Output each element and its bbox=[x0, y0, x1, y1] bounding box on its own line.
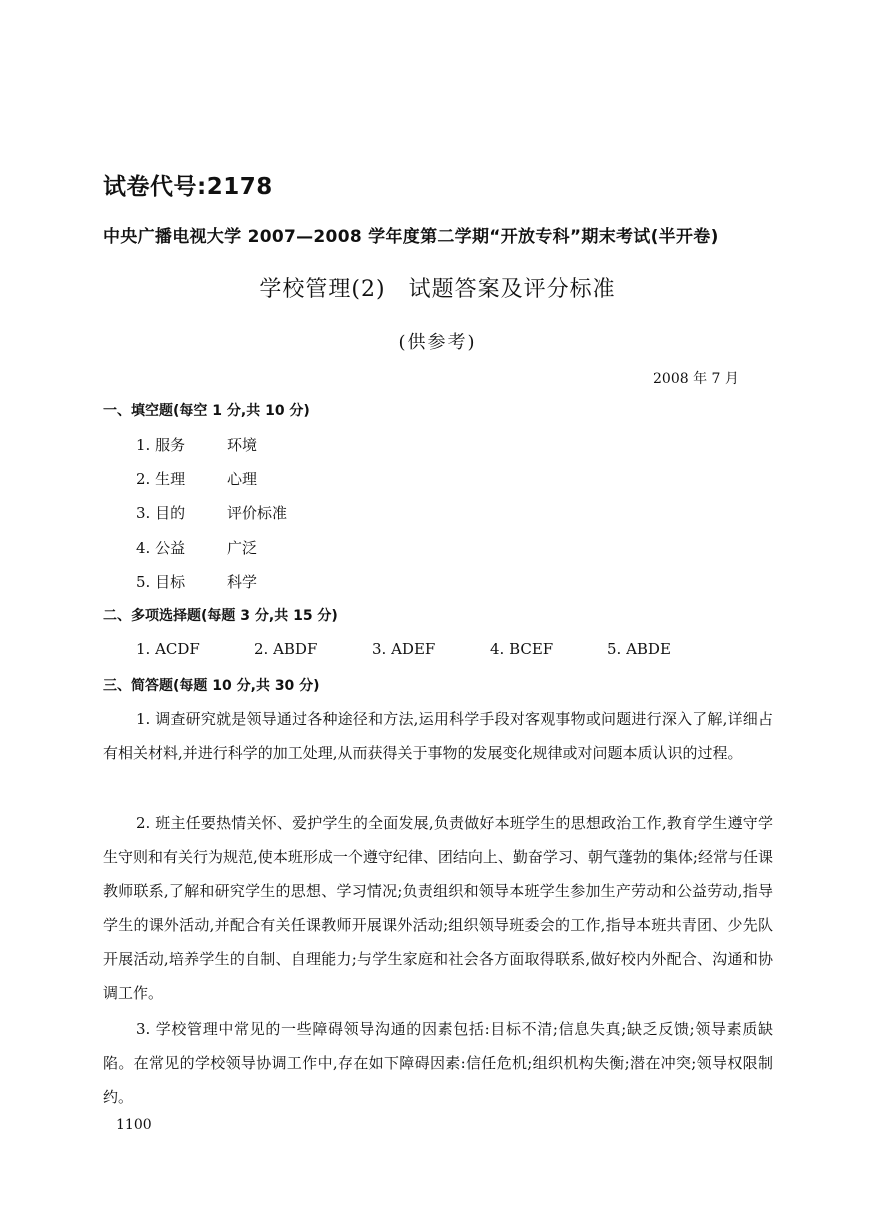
fill-item-3-answer: 评价标准 bbox=[227, 504, 288, 522]
fill-item-1-number: 1. 服务 bbox=[136, 436, 186, 454]
fill-item-3-number: 3. 目的 bbox=[136, 504, 186, 522]
choice-answer-3: 3. ADEF bbox=[372, 640, 436, 658]
short-answer-3: 3. 学校管理中常见的一些障碍领导沟通的因素包括:目标不清;信息失真;缺乏反馈;领导素质缺陷。在常见的学校领导协调工作中,存在如下障碍因素:信任危机;组织机构失衡;潜在冲突;领导权限制约。 bbox=[103, 1020, 773, 1106]
fill-item-1-answer: 环境 bbox=[227, 436, 258, 454]
section-3-heading: 三、简答题(每题 10 分,共 30 分) bbox=[103, 678, 320, 694]
short-answer-1: 1. 调查研究就是领导通过各种途径和方法,运用科学手段对客观事物或问题进行深入了解,详细占有相关材料,并进行科学的加工处理,从而获得关于事物的发展变化规律或对问题本质认识的过程。 bbox=[103, 710, 773, 762]
fill-item-2-answer: 心理 bbox=[227, 470, 258, 488]
short-answer-2: 2. 班主任要热情关怀、爱护学生的全面发展,负责做好本班学生的思想政治工作,教育学生遵守学生守则和有关行为规范,使本班形成一个遵守纪律、团结向上、勤奋学习、朝气蓬勃的集体;经常与任课教师联系,了解和研究学生的思想、学习情况;负责组织和领导本班学生参加生产劳动和公益劳动,指导学生的课外活动,并配合有关任课教师开展课外活动;组织领导班委会的工作,指导本班共青团、少先队开展活动,培养学生的自制、自理能力;与学生家庭和社会各方面取得联系,做好校内外配合、沟通和协调工作。 bbox=[103, 814, 773, 1002]
exam-date: 2008 年 7 月 bbox=[653, 371, 739, 387]
page-subtitle: (供参考) bbox=[398, 332, 477, 353]
fill-item-4-number: 4. 公益 bbox=[136, 539, 186, 557]
paper-code: 试卷代号:2178 bbox=[103, 174, 273, 200]
page-title: 学校管理(2) 试题答案及评分标准 bbox=[259, 277, 616, 302]
fill-item-4-answer: 广泛 bbox=[227, 539, 258, 557]
choice-answer-4: 4. BCEF bbox=[490, 640, 554, 658]
choice-answer-2: 2. ABDF bbox=[254, 640, 318, 658]
section-2-heading: 二、多项选择题(每题 3 分,共 15 分) bbox=[103, 608, 338, 624]
fill-item-5-answer: 科学 bbox=[227, 573, 258, 591]
fill-item-5-number: 5. 目标 bbox=[136, 573, 186, 591]
page-number: 1100 bbox=[116, 1117, 152, 1133]
exam-header: 中央广播电视大学 2007—2008 学年度第二学期“开放专科”期末考试(半开卷) bbox=[103, 227, 719, 247]
choice-answer-1: 1. ACDF bbox=[136, 640, 200, 658]
fill-item-2-number: 2. 生理 bbox=[136, 470, 186, 488]
section-1-heading: 一、填空题(每空 1 分,共 10 分) bbox=[103, 403, 310, 419]
choice-answer-5: 5. ABDE bbox=[607, 640, 671, 658]
